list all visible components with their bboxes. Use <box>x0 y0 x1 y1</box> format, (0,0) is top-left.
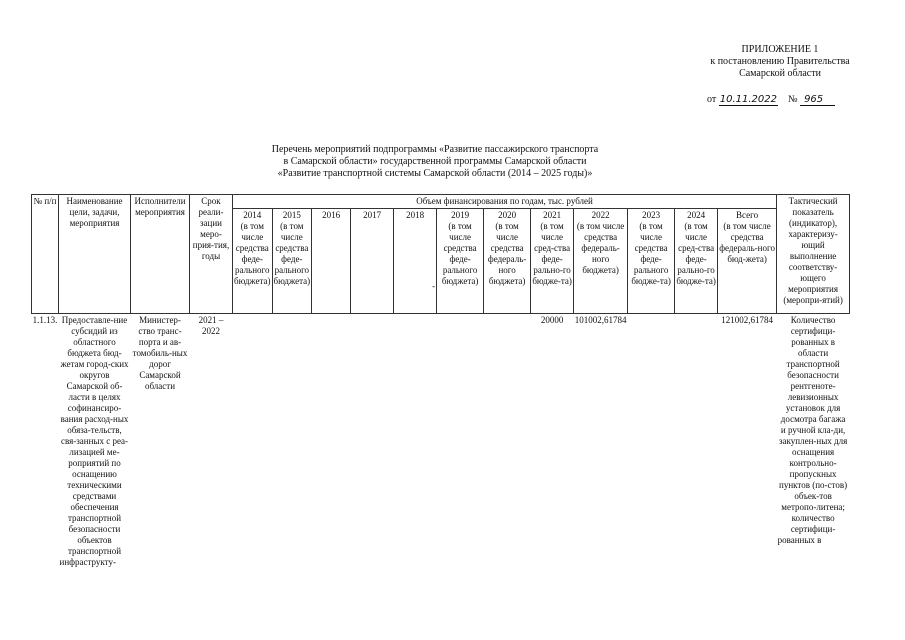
row-value-2019 <box>437 314 484 570</box>
row-value-total: 121002,61784 <box>718 314 777 570</box>
document-title <box>240 144 630 180</box>
row-value-2022: 101002,61784 <box>574 314 628 570</box>
header-year-3 <box>351 209 394 314</box>
header-year-2 <box>312 209 351 314</box>
signature-line <box>707 94 835 105</box>
header-term: Срок реали-зации меро-прия-тия, годы <box>190 195 233 314</box>
appendix-line-1: к постановлению Правительства <box>710 56 850 67</box>
appendix-title: ПРИЛОЖЕНИЕ 1 <box>741 44 819 55</box>
year-label: 2020 <box>498 210 517 220</box>
handwritten-number: 965 <box>800 94 835 106</box>
header-year-6 <box>484 209 531 314</box>
row-value-2015 <box>272 314 312 570</box>
header-year-4 <box>394 209 437 314</box>
row-num: 1.1.13. <box>32 314 59 570</box>
header-year-9 <box>628 209 675 314</box>
document-title-line-3: «Развитие транспортной системы Самарской области (2014 – 2025 годы)» <box>277 168 593 179</box>
number-label: № <box>788 94 798 105</box>
year-label: 2019 <box>451 210 470 220</box>
row-value-2023 <box>628 314 675 570</box>
year-note: (в том числе средства федераль-ного бюд-жета) <box>719 221 775 264</box>
appendix-block <box>695 44 865 80</box>
measures-table <box>31 194 850 569</box>
row-indicator: Количество сертифици-рованных в области транспортной безопасности рентгеноте-левизионных установок для досмотра багажа и ручной кла-ди, закуплен-ных для оснащения контрольно-пропускных пунктов (по-стов) объек-тов метропо-литена; количество сертифици-рованных в <box>777 314 850 570</box>
year-note: - <box>432 281 436 291</box>
row-value-2020 <box>484 314 531 570</box>
year-label: Всего <box>736 210 759 220</box>
header-funding: Объем финансирования по годам, тыс. рублей <box>233 195 777 209</box>
handwritten-date: 10.11.2022 <box>719 94 778 105</box>
year-note: (в том числе средства федераль-ного бюджета) <box>576 221 625 275</box>
header-name: Наименование цели, задачи, мероприятия <box>59 195 131 314</box>
row-executor: Министер-ство транс-порта и ав-томобиль-ных дорог Самарской области <box>131 314 190 570</box>
header-executors: Исполнители мероприятия <box>131 195 190 314</box>
year-label: 2014 <box>243 210 262 220</box>
year-note: (в том числе средства феде-рального бюджета) <box>234 221 271 286</box>
year-label: 2016 <box>322 210 341 220</box>
year-label: 2024 <box>687 210 706 220</box>
row-value-2016 <box>312 314 351 570</box>
row-value-2018 <box>394 314 437 570</box>
row-value-2014 <box>233 314 273 570</box>
header-year-10 <box>675 209 718 314</box>
year-note: (в том числе сред-ства феде-рально-го бюдже-та) <box>676 221 716 286</box>
year-label: 2017 <box>363 210 382 220</box>
row-name: Предоставле-ние субсидий из областного бюджета бюд-жетам город-ских округов Самарской об-ласти в целях софинансиро-вания расход-ных обяза-тельств, свя-занных с реа-лизацией ме-роприятий по оснащению техническими средствами обеспечения транспортной безопасности объектов транспортной инфраструкту- <box>59 315 129 567</box>
header-year-0 <box>233 209 273 314</box>
year-note: (в том числе средства феде-рального бюдже-та) <box>631 221 671 286</box>
document-title-line-1: Перечень мероприятий подпрограммы «Развитие пассажирского транспорта <box>271 144 599 155</box>
row-value-2024 <box>675 314 718 570</box>
header-year-1 <box>272 209 312 314</box>
year-label: 2015 <box>282 210 301 220</box>
header-num: № п/п <box>32 195 59 314</box>
row-value-2017 <box>351 314 394 570</box>
header-year-11 <box>718 209 777 314</box>
header-year-5 <box>437 209 484 314</box>
year-label: 2021 <box>543 210 562 220</box>
year-label: 2018 <box>406 210 425 220</box>
year-note: (в том числе средства феде-рального бюджета) <box>441 221 479 286</box>
year-note: (в том числе средства феде-рального бюджета) <box>273 221 311 286</box>
appendix-line-2: Самарской области <box>739 68 821 79</box>
document-title-line-2: в Самарской области» государственной программы Самарской области <box>283 156 587 167</box>
header-year-7 <box>531 209 574 314</box>
from-label: от <box>707 94 717 105</box>
row-term: 2021 – 2022 <box>190 314 233 570</box>
row-value-2021: 20000 <box>531 314 574 570</box>
year-label: 2022 <box>591 210 610 220</box>
year-label: 2023 <box>642 210 661 220</box>
year-note: (в том числе сред-ства феде-рально-го бюдже-та) <box>532 221 572 286</box>
year-note: (в том числе средства федераль-ного бюджета) <box>487 221 527 286</box>
header-year-8 <box>574 209 628 314</box>
header-indicator: Тактический показатель (индикатор), характеризу-ющий выполнение соответству-ющего мероприятия (меропри-ятий) <box>777 195 850 314</box>
